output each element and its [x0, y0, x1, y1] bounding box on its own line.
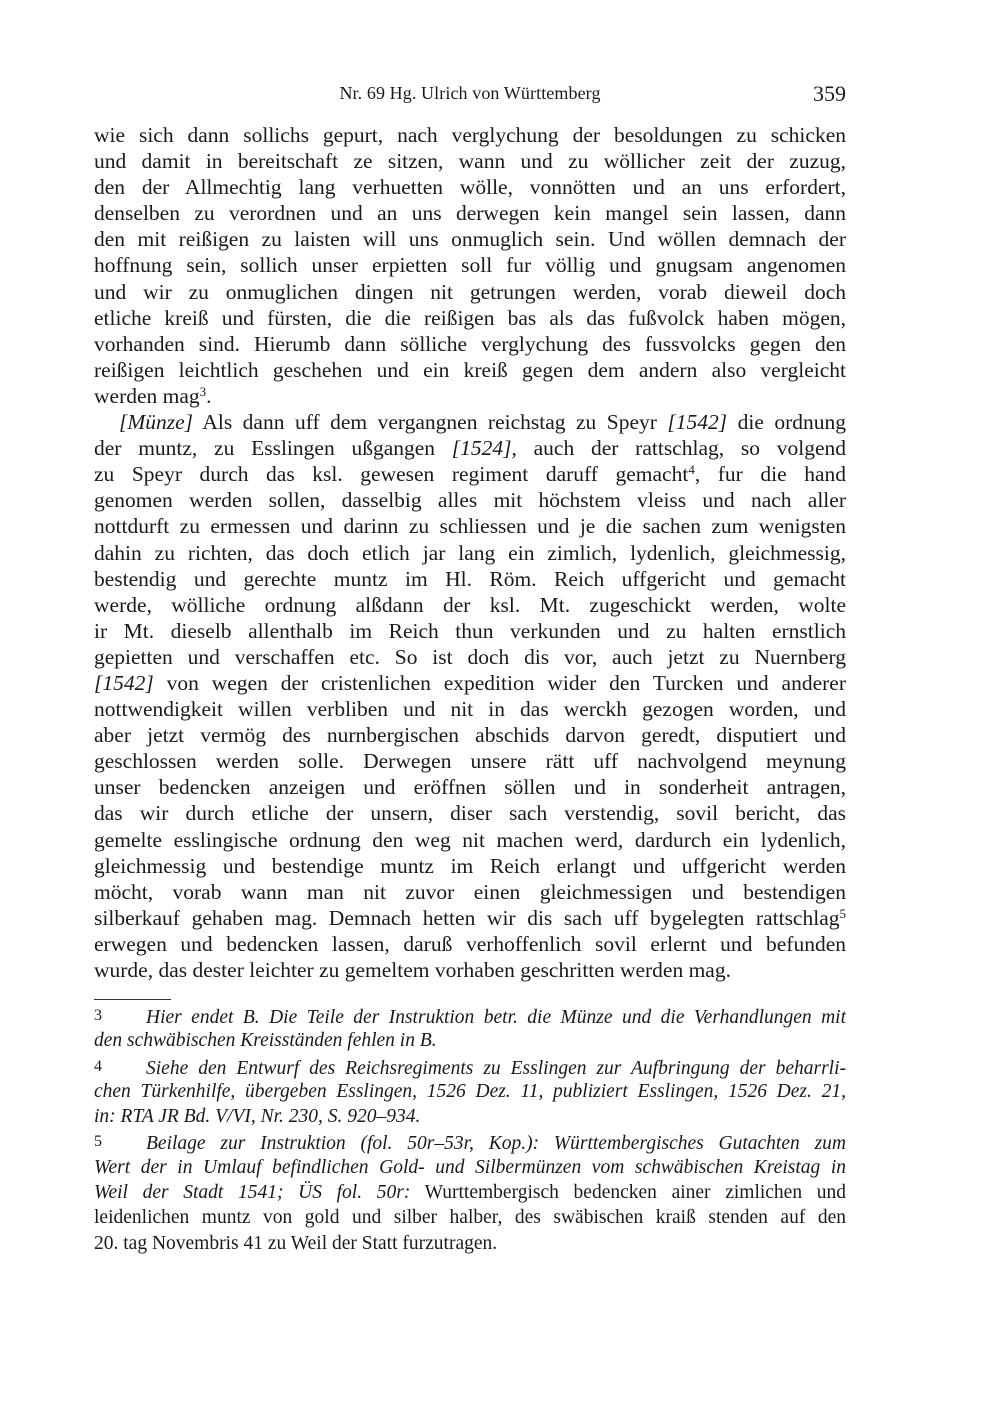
footnotes: [94, 1003, 846, 1256]
footnote-number: 5: [94, 1133, 102, 1151]
footnote-ref-4[interactable]: 4: [688, 462, 695, 478]
text-line: [94, 461, 846, 487]
text-line: [94, 383, 846, 409]
footnote-ref-3[interactable]: 3: [199, 383, 207, 399]
text-line: gemelte esslingische ordnung den weg nit machen werd, dardurch ein lydenlich,: [94, 827, 846, 852]
text-line: [94, 905, 846, 931]
text-segment: der muntz, zu Esslingen ußgangen: [94, 436, 452, 461]
text-line: möcht, vorab wann man nit zuvor einen gleichmessigen und bestendigen: [94, 879, 846, 904]
text-segment: silberkauf gehaben mag. Demnach hetten wir dis sach uff bygelegten rattschlag: [94, 905, 840, 930]
footnote-5: [94, 1129, 846, 1154]
text-line: dahin zu richten, das doch etlich jar lang ein zimlich, lydenlich, gleichmessig,: [94, 540, 846, 565]
page-number: 359: [813, 81, 846, 106]
editorial-date: [1542]: [667, 410, 728, 435]
text-line: und wir zu onmuglichen dingen nit getrungen werden, vorab dieweil doch: [94, 279, 846, 304]
page-header: [94, 81, 846, 109]
text-segment: .: [206, 383, 212, 408]
footnote-line: Wert der in Umlauf befindlichen Gold- und Silbermünzen vom schwäbischen Kreistag in: [94, 1156, 846, 1178]
footnote-number: 4: [94, 1057, 102, 1075]
footnote-number: 3: [94, 1007, 102, 1024]
text-line: ir Mt. dieselb allenthalb im Reich thun verkunden und zu halten ernstlich: [94, 618, 846, 643]
text-line: denselben zu verordnen und an uns derwegen kein mangel sein lassen, dann: [94, 201, 846, 226]
quoted-title: Wurttembergisch bedencken ainer zimlichen und: [410, 1182, 846, 1204]
text-segment: die ordnung: [727, 410, 846, 435]
text-line: und damit in bereitschaft ze sitzen, wann und zu wöllicher zeit der zuzug,: [94, 149, 846, 174]
footnote-text: Beilage zur Instruktion (fol. 50r–53r, Kop.): Württembergisches Gutachten zum: [146, 1133, 846, 1155]
editorial-date: [1524]: [451, 436, 512, 461]
footnote-text: Siehe den Entwurf des Reichsregiments zu Esslingen zur Aufbringung der beharrli-: [146, 1057, 846, 1079]
text-line: unser bedencken anzeigen und eröffnen söllen und in sonderheit antragen,: [94, 775, 846, 800]
footnote-ref-5[interactable]: 5: [839, 905, 846, 921]
margin-keyword: [Münze]: [119, 410, 194, 435]
footnote-3: [94, 1003, 846, 1028]
text-line: wurde, das dester leichter zu gemeltem vorhaben geschritten werden mag.: [94, 958, 731, 982]
footnote-text: Weil der Stadt 1541; ÜS fol. 50r:: [94, 1182, 411, 1204]
text-line: das wir durch etliche der unsern, diser sach verstendig, sovil bericht, das: [94, 801, 846, 826]
text-line: aber jetzt vermög des nurnbergischen abschids darvon geredt, disputiert und: [94, 723, 846, 748]
text-line: genomen werden sollen, dasselbig alles mit höchstem vleiss und nach aller: [94, 488, 846, 513]
text-segment: , auch der rattschlag, so volgend: [511, 436, 846, 461]
footnote-separator: [94, 999, 171, 1000]
footnote-line: [94, 1180, 846, 1205]
footnote-line: chen Türkenhilfe, übergeben Esslingen, 1526 Dez. 11, publiziert Esslingen, 1526 Dez. 21,: [94, 1080, 846, 1102]
text-line: [94, 435, 846, 461]
running-head: Nr. 69 Hg. Ulrich von Württemberg: [339, 83, 601, 103]
footnote-text: Hier endet B. Die Teile der Instruktion betr. die Münze und die Verhandlungen mit: [146, 1007, 846, 1028]
text-line: nottdurft zu ermessen und darinn zu schliessen und je die sachen zum wenigsten: [94, 514, 846, 539]
footnote-line: in: RTA JR Bd. V/VI, Nr. 230, S. 920–934.: [94, 1106, 421, 1128]
text-segment: Als dann uff dem vergangnen reichstag zu Speyr: [193, 410, 668, 435]
text-line: [94, 670, 846, 696]
text-line: bestendig und gerechte muntz im Hl. Röm. Reich uffgericht und gemacht: [94, 566, 846, 591]
footnote-line: leidenlichen muntz von gold und silber halber, des swäbischen kraiß stenden auf den: [94, 1207, 846, 1229]
text-line: den mit reißigen zu laisten will uns onmuglich sein. Und wöllen demnach der: [94, 227, 846, 252]
text-line: gepietten und verschaffen etc. So ist doch dis vor, auch jetzt zu Nuernberg: [94, 644, 846, 669]
text-line: vorhanden sind. Hierumb dann sölliche verglychung des fussvolcks gegen den: [94, 331, 846, 356]
text-line: gleichmessig und bestendige muntz im Reich erlangt und uffgericht werden: [94, 853, 846, 878]
text-line: erwegen und bedencken lassen, daruß verhoffenlich sovil erlernt und befunden: [94, 931, 846, 956]
text-segment: , fur die hand: [694, 462, 846, 487]
text-line: wie sich dann sollichs gepurt, nach verglychung der besoldungen zu schicken: [94, 123, 846, 147]
footnote-line: den schwäbischen Kreisständen fehlen in B.: [94, 1030, 437, 1052]
text-line: nottwendigkeit willen verbliben und nit in das werckh gezogen worden, und: [94, 697, 846, 722]
text-line: reißigen leichtlich geschehen und ein kreiß gegen dem andern also vergleicht: [94, 357, 846, 382]
text-line: den der Allmechtig lang verhuetten wölle, vonnötten und an uns erfordert,: [94, 175, 846, 200]
text-segment: von wegen der cristenlichen expedition wider den Turcken und anderer: [153, 670, 846, 695]
text-line: geschlossen werden solle. Derwegen unsere rätt uff nachvolgend meynung: [94, 749, 846, 774]
text-line: [94, 409, 846, 435]
text-line: hoffnung sein, sollich unser erpietten soll fur völlig und gnugsam angenomen: [94, 253, 846, 278]
footnote-line: 20. tag Novembris 41 zu Weil der Statt furzutragen.: [94, 1232, 498, 1254]
footnote-4: [94, 1054, 846, 1079]
editorial-date: [1542]: [94, 670, 154, 695]
text-segment: zu Speyr durch das ksl. gewesen regiment daruff gemacht: [94, 462, 689, 487]
text-segment: werden mag: [94, 383, 200, 408]
text-line: etliche kreiß und fürsten, die die reißigen bas als das fußvolck haben mögen,: [94, 305, 846, 330]
body-text: [94, 122, 846, 983]
text-line: werde, wölliche ordnung alßdann der ksl. Mt. zugeschickt werden, wolte: [94, 592, 846, 617]
